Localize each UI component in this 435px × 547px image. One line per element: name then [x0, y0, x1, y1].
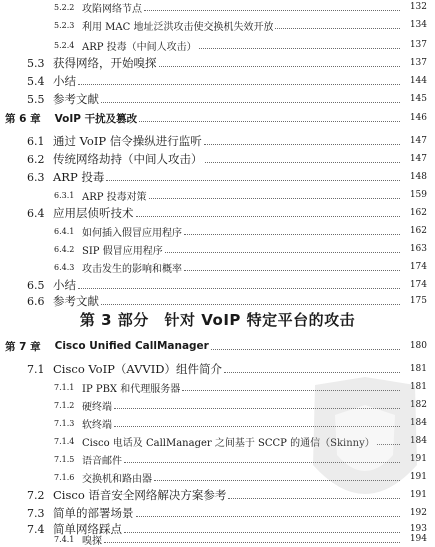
entry-page: 162	[409, 208, 427, 218]
entry-title: 通过 VoIP 信令操纵进行监听	[53, 134, 202, 148]
entry-title: 获得网络，开始嗅探	[53, 56, 157, 70]
dot-leader	[104, 542, 400, 543]
dot-leader	[139, 121, 400, 122]
entry-title: 小结	[53, 74, 76, 88]
entry-number: 7.1.6	[54, 472, 75, 482]
entry-page: 148	[409, 172, 427, 182]
entry-title: ARP 投毒	[53, 170, 105, 184]
entry-title: 语音邮件	[82, 455, 122, 467]
entry-number: 6.5	[27, 278, 45, 292]
entry-page: 147	[409, 136, 427, 146]
dot-leader	[101, 304, 400, 305]
dot-leader	[184, 234, 400, 235]
entry-page: 174	[409, 280, 427, 290]
entry-number: 6.4.2	[54, 244, 75, 254]
toc-entry-6-4-3	[0, 260, 435, 274]
dot-leader	[78, 288, 400, 289]
entry-title: 传统网络劫持（中间人攻击）	[53, 152, 203, 166]
entry-page: 163	[409, 244, 427, 254]
toc-entry-6-6	[0, 292, 435, 310]
entry-title: 简单网络踩点	[53, 522, 122, 536]
entry-title: Cisco VoIP（AVVID）组件简介	[53, 362, 222, 376]
entry-page: 175	[409, 296, 427, 306]
entry-page: 180	[409, 341, 427, 351]
entry-page: 193	[409, 524, 427, 534]
entry-number: 6.4.3	[54, 262, 75, 272]
entry-number: 5.4	[27, 74, 45, 88]
part-title: 针对 VoIP 特定平台的攻击	[164, 311, 356, 329]
entry-title: 应用层侦听技术	[53, 206, 134, 220]
entry-title: ARP 投毒对策	[82, 191, 147, 203]
entry-number: 5.2.3	[54, 20, 75, 30]
entry-page: 132	[409, 2, 427, 12]
dot-leader	[275, 28, 400, 29]
entry-page: 174	[409, 262, 427, 272]
entry-title: 攻击发生的影响和概率	[82, 263, 182, 275]
entry-number: 7.4	[27, 522, 45, 536]
entry-title: 小结	[53, 278, 76, 292]
entry-number: 6.1	[27, 134, 45, 148]
part-label: 第 3 部分	[79, 311, 149, 329]
entry-number: 7.1.4	[54, 436, 75, 446]
entry-number: 7.1.5	[54, 454, 75, 464]
entry-page: 159	[409, 190, 427, 200]
entry-number: 7.1.2	[54, 400, 75, 410]
entry-page: 191	[409, 472, 427, 482]
entry-page: 134	[409, 20, 427, 30]
entry-page: 182	[409, 400, 427, 410]
toc-entry-5-2-2	[0, 0, 435, 14]
dot-leader	[184, 270, 400, 271]
entry-page: 147	[409, 154, 427, 164]
dot-leader	[211, 349, 400, 350]
chapter-number: 第 7 章	[5, 340, 41, 353]
toc-entry-5-2-3	[0, 18, 435, 32]
entry-title: 交换机和路由器	[82, 473, 152, 485]
entry-page: 144	[409, 76, 427, 86]
toc-entry-6-4	[0, 204, 435, 222]
dot-leader	[224, 372, 400, 373]
toc-entry-5-4	[0, 72, 435, 90]
entry-title: ARP 投毒（中间人攻击）	[82, 41, 197, 53]
entry-number: 7.3	[27, 506, 45, 520]
toc-entry-6-3-1	[0, 188, 435, 202]
entry-number: 7.4.1	[54, 534, 75, 544]
dot-leader	[106, 180, 400, 181]
toc-entry-7-4-1	[0, 532, 435, 546]
dot-leader	[165, 252, 400, 253]
entry-page: 137	[409, 58, 427, 68]
toc-entry-5-5	[0, 90, 435, 108]
entry-title: Cisco 语音安全网络解决方案参考	[53, 488, 227, 502]
entry-title: 硬终端	[82, 401, 112, 413]
chapter-title: VoIP 干扰及篡改	[54, 112, 138, 125]
chapter-title: Cisco Unified CallManager	[54, 340, 209, 352]
dot-leader	[78, 84, 400, 85]
entry-number: 6.2	[27, 152, 45, 166]
entry-number: 6.3	[27, 170, 45, 184]
entry-title: 软终端	[82, 419, 112, 431]
entry-page: 181	[409, 364, 427, 374]
entry-title: IP PBX 和代理服务器	[82, 383, 181, 395]
entry-page: 181	[409, 382, 427, 392]
entry-number: 7.1.3	[54, 418, 75, 428]
entry-number: 6.4.1	[54, 226, 75, 236]
entry-title: Cisco 电话及 CallManager 之间基于 SCCP 的通信（Skinny）	[82, 437, 375, 449]
dot-leader	[204, 144, 400, 145]
entry-page: 184	[409, 436, 427, 446]
entry-title: 攻陷网络节点	[82, 3, 142, 15]
watermark-seal-icon	[305, 375, 425, 525]
entry-page: 184	[409, 418, 427, 428]
entry-page: 191	[409, 454, 427, 464]
entry-number: 7.1.1	[54, 382, 75, 392]
entry-number: 6.3.1	[54, 190, 75, 200]
entry-number: 7.1	[27, 362, 45, 376]
dot-leader	[149, 198, 400, 199]
part-heading	[0, 309, 435, 330]
entry-page: 146	[409, 113, 427, 123]
entry-title: 简单的部署场景	[53, 506, 134, 520]
toc-entry-6-4-1	[0, 224, 435, 238]
entry-title: 嗅探	[82, 535, 102, 547]
entry-number: 6.6	[27, 294, 45, 308]
entry-title: 参考文献	[53, 92, 99, 106]
toc-entry-6-4-2	[0, 242, 435, 256]
entry-number: 5.2.4	[54, 40, 75, 50]
entry-number: 5.5	[27, 92, 45, 106]
toc-chapter-7	[0, 336, 435, 356]
entry-page: 145	[409, 94, 427, 104]
entry-title: 参考文献	[53, 294, 99, 308]
dot-leader	[205, 162, 401, 163]
entry-page: 191	[409, 490, 427, 500]
entry-page: 137	[409, 40, 427, 50]
toc-chapter-6	[0, 108, 435, 128]
dot-leader	[199, 48, 400, 49]
entry-number: 5.2.2	[54, 2, 75, 12]
entry-number: 7.2	[27, 488, 45, 502]
entry-number: 5.3	[27, 56, 45, 70]
entry-title: SIP 假冒应用程序	[82, 245, 163, 257]
toc-entry-5-3	[0, 54, 435, 72]
entry-number: 6.4	[27, 206, 45, 220]
dot-leader	[101, 102, 400, 103]
entry-page: 162	[409, 226, 427, 236]
toc-entry-6-3	[0, 168, 435, 186]
entry-page: 192	[409, 508, 427, 518]
chapter-number: 第 6 章	[5, 112, 41, 125]
dot-leader	[159, 66, 401, 67]
toc-entry-5-2-4	[0, 38, 435, 52]
toc-entry-6-1	[0, 132, 435, 150]
entry-title: 如何插入假冒应用程序	[82, 227, 182, 239]
dot-leader	[144, 10, 400, 11]
toc-entry-6-2	[0, 150, 435, 168]
entry-title: 利用 MAC 地址泛洪攻击使交换机失效开放	[82, 21, 274, 33]
entry-page: 194	[409, 534, 427, 544]
dot-leader	[136, 216, 401, 217]
